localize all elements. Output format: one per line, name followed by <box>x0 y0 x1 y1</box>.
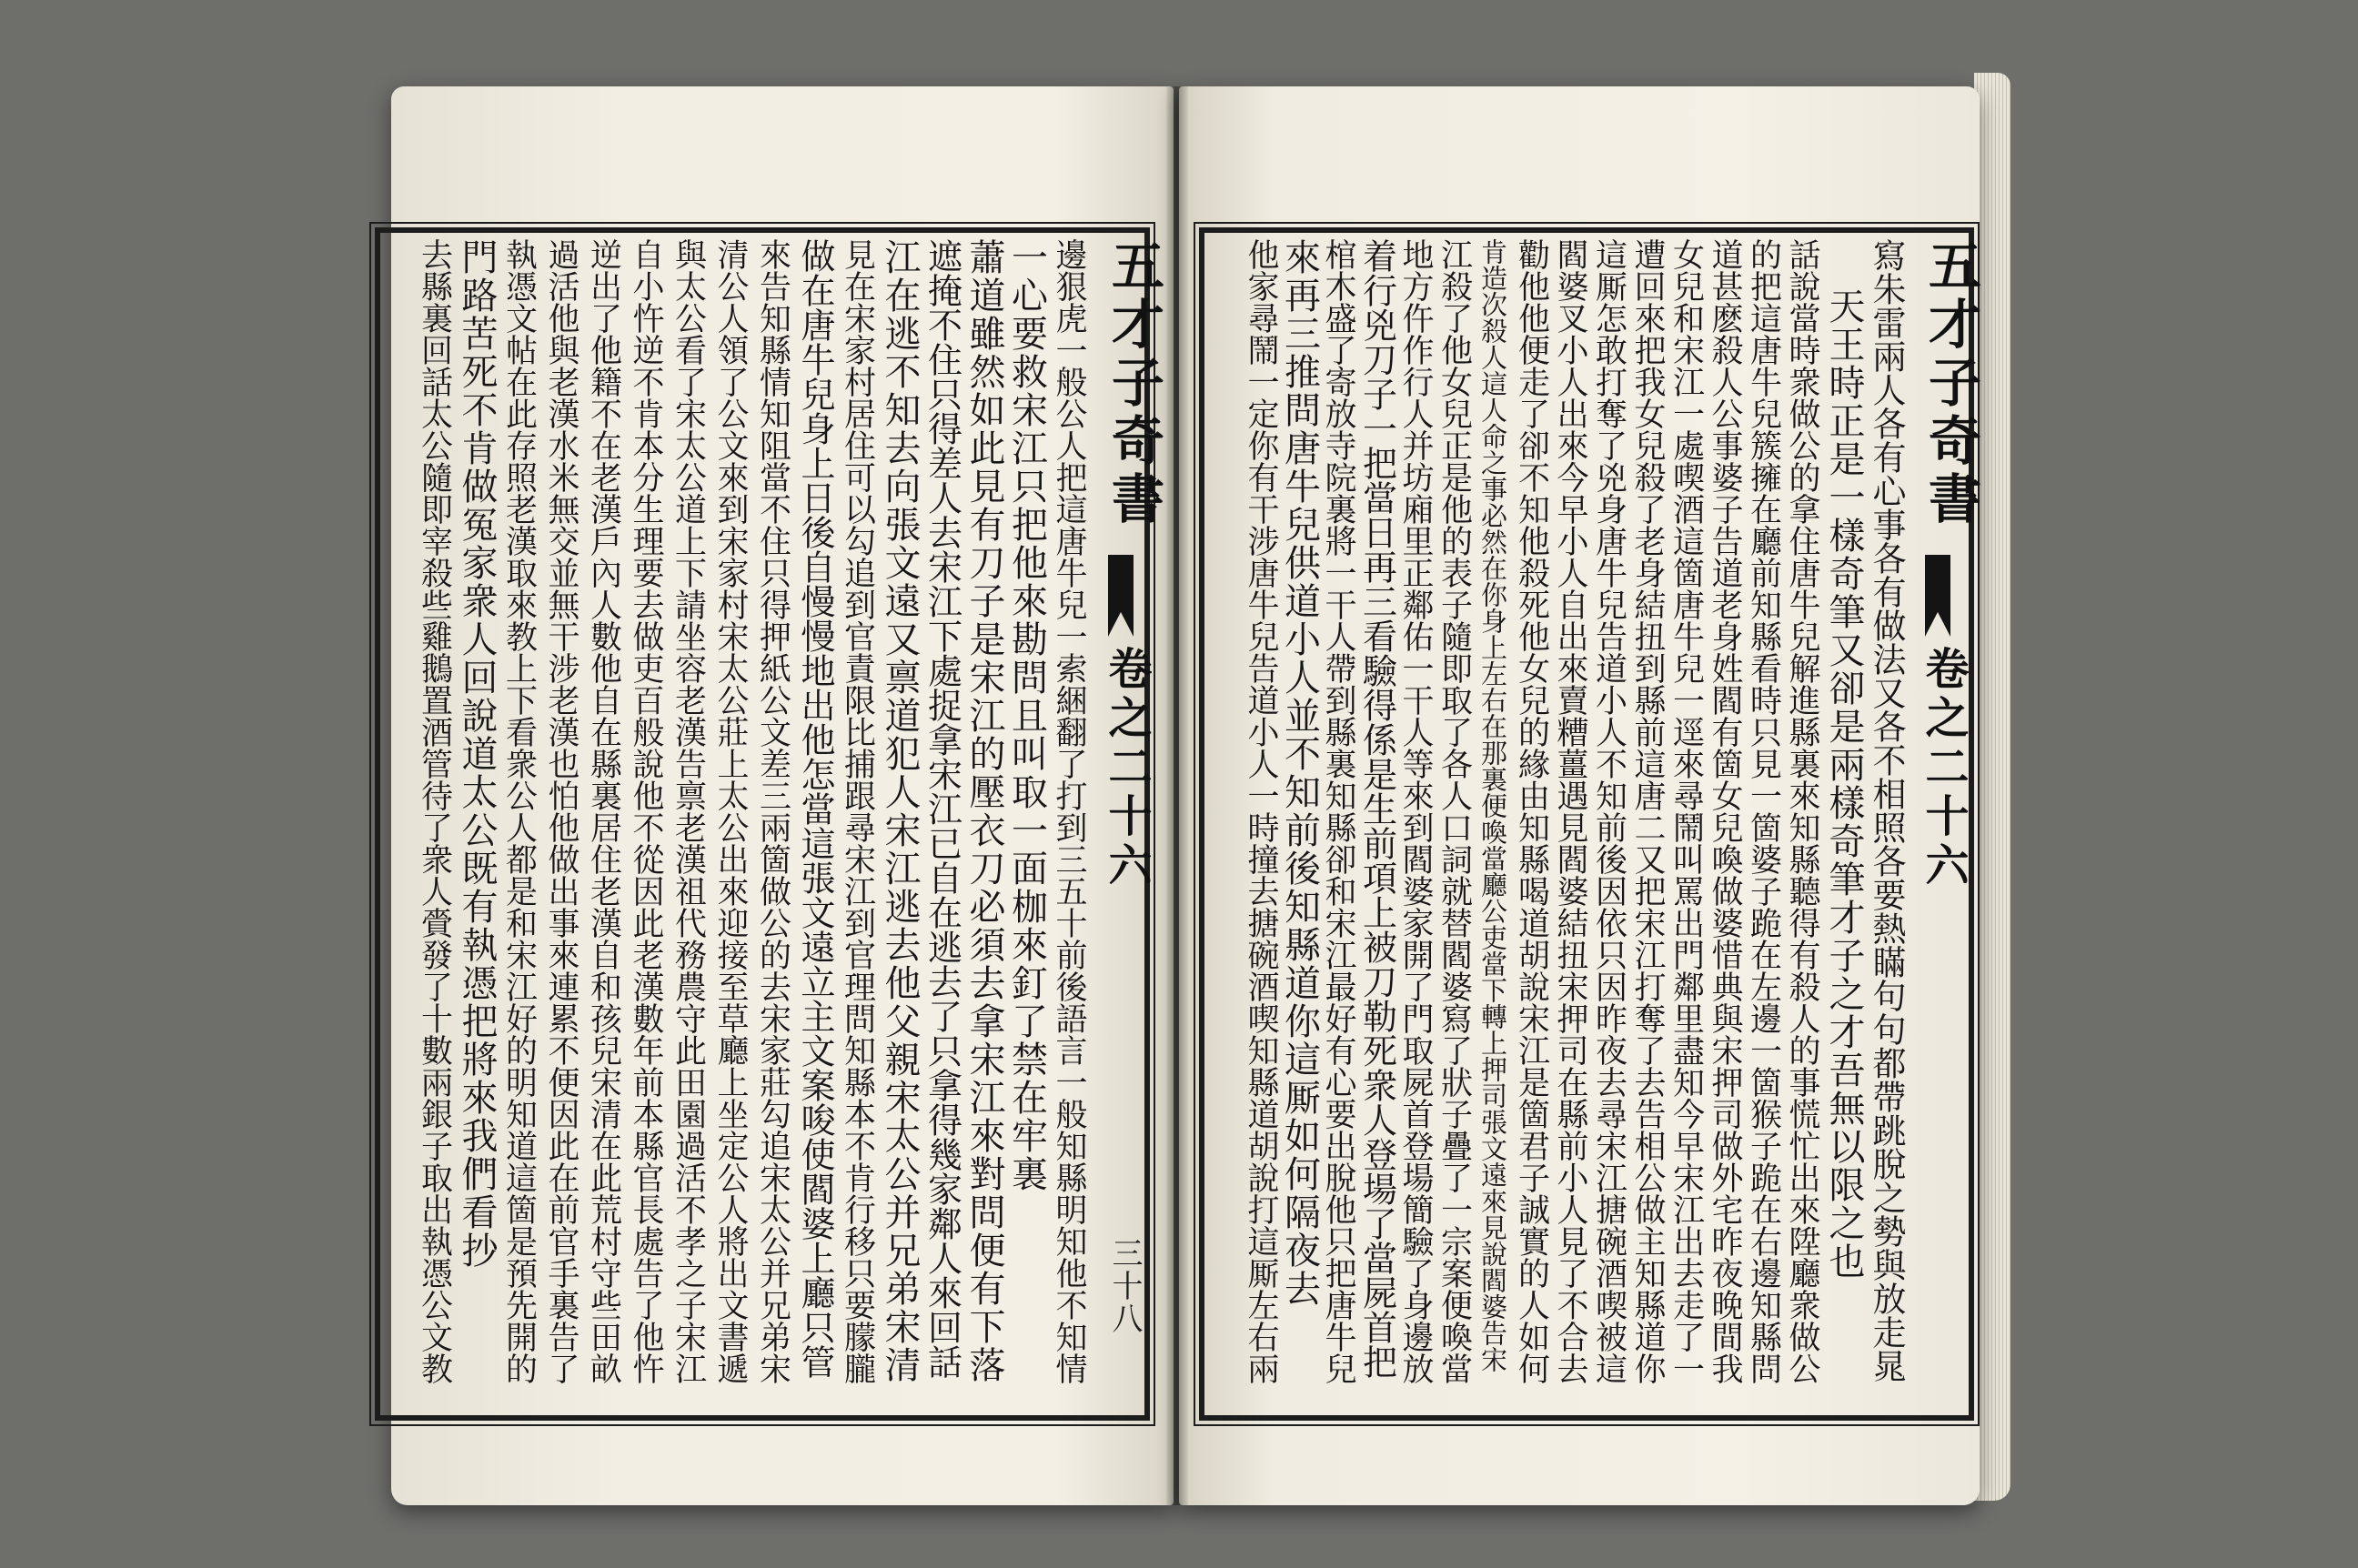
left-text-column: 過活他與老漢水米無交並無干涉老漢也怕他做出事來連累不便因此在前官手裏告了 <box>543 238 579 1384</box>
right-chapter-label: 卷之二十六 <box>1918 646 1969 891</box>
left-text-column: 門路苦死不肯做冤家衆人回說道太公既有執憑把將來我們看抄 <box>456 238 498 1270</box>
left-text-column: 蕭道雖然如此見有刀子是宋江的壓衣刀必須去拿宋江來對問便有下落 <box>963 238 1005 1384</box>
left-text-column: 執憑文帖在此存照老漢取來教上下看衆公人都是和宋江好的明知道這箇是預先開的 <box>500 238 538 1384</box>
right-text-column: 的把這唐牛兒簇擁在廳前知縣看時只見一箇婆子跪在左邊一箇猴子跪在右邊知縣問 <box>1745 238 1782 1384</box>
right-text-column: 話說當時衆做公的拿住唐牛兒解進縣裏來知縣聽得有殺人的事慌忙出來陞廳衆做公 <box>1784 238 1820 1384</box>
right-text-column: 肯造次殺人這人命之事必然在你身上左右在那裏便喚當廳公吏當下轉上押司張文遠來見說閻婆告宋 <box>1477 238 1508 1372</box>
right-text-column: 道甚麽殺人公事婆子告道老身姓閻有箇女兒喚做婆惜典與宋押司做外宅昨夜晚間我 <box>1707 238 1743 1384</box>
left-text-column: 去縣裏回話太公隨即宰殺些雞鵝置酒管待了衆人賫發了十數兩銀子取出執憑公文教 <box>416 238 453 1384</box>
right-text-column: 他家尋鬧一定你有干涉唐牛兒告道小人一時撞去搪碗酒喫知縣道胡說打這厮左右兩 <box>1243 238 1279 1384</box>
left-text-column: 清公人領了公文來到宋家村宋太公莊上太公出來迎接至草廳上坐定公人將出文書遞 <box>712 238 749 1384</box>
right-text-column: 閻婆叉小人出來今早小人自出來賣糟薑遇見閻婆結扭宋押司在縣前小人見了不合去 <box>1552 238 1588 1384</box>
left-text-column: 自小忤逆不肯本分生理要去做吏百般說他不從因此老漢數年前本縣官長處告了他忤 <box>628 238 664 1384</box>
right-text-column: 遭回來把我女兒殺了老身結扭到縣前這唐二又把宋江打奪了去告相公做主知縣道你 <box>1629 238 1666 1384</box>
right-text-column: 地方仵作行人并坊廂里正鄰佑一干人等來到閻婆家開了門取屍首登場簡驗了身邊放 <box>1397 238 1434 1384</box>
left-text-column: 來告知縣情知阻當不住只得押紙公文差三兩箇做公的去宋家莊勾追宋太公并兄弟宋 <box>754 238 791 1384</box>
right-text-column: 江殺了他女兒正是他的表子隨即取了各人口詞就替閻婆寫了狀子疊了一宗案便喚當 <box>1436 238 1473 1384</box>
right-text-column: 女兒和宋江一處喫酒這箇唐牛兒一逕來尋鬧叫罵出門鄰里盡知今早宋江出去走了一 <box>1668 238 1705 1384</box>
left-chapter-label: 卷之二十六 <box>1101 646 1152 891</box>
left-text-column: 遮掩不住只得差人去宋江下處捉拿宋江已自在逃去了只拿得幾家鄰人來回話 <box>922 238 962 1379</box>
right-text-column: 着行兇刀子一把當日再三看驗得係是生前項上被刀勒死衆人登場了當屍首把 <box>1356 238 1397 1379</box>
right-commentary-column: 寫朱雷兩人各有心事各有做法又各不相照各要熱瞞句句都帶跳脫之勢與放走晁 <box>1867 238 1906 1382</box>
right-text-column: 來再三推問唐牛兒供道小人並不知前後知縣道你這厮如何隔夜去 <box>1278 238 1321 1308</box>
left-text-column: 逆出了他籍不在老漢戶內人數他自在縣裏居住老漢自和孩兒宋清在此荒村守些田畝 <box>585 238 622 1384</box>
right-text-column: 棺木盛了寄放寺院裏將一干人帶到縣裏知縣卻和宋江最好有心要出脫他只把唐牛兒 <box>1320 238 1356 1384</box>
left-text-column: 江在逃不知去向張文遠又禀道犯人宋江逃去他父親宋太公并兄弟宋清 <box>879 238 921 1384</box>
left-text-column: 做在唐牛兒身上日後自慢慢地出他怎當這張文遠立主文案唆使閻婆上廳只管 <box>795 238 835 1379</box>
left-text-column: 一心要救宋江只把他來勘問且叫取一面枷來釘了禁在牢裏 <box>1005 238 1048 1193</box>
right-spine-title: 五才子奇書 <box>1920 238 1981 529</box>
right-text-column: 這厮怎敢打奪了兇身唐牛兒告道小人不知前後因依只因昨夜去尋宋江搪碗酒喫被這 <box>1590 238 1627 1384</box>
left-text-column: 見在宋家村居住可以勾追到官責限比捕跟尋宋江到官理問知縣本不肯行移只要朦朧 <box>839 238 876 1384</box>
left-text-column: 邊狠虎一般公人把這唐牛兒一索綑翻了打到三五十前後語言一般知縣明知他不知情 <box>1051 238 1087 1384</box>
right-commentary-column: 天王時正是一樣奇筆又卻是兩樣奇筆才子之才吾無以限之也 <box>1823 287 1865 1281</box>
right-text-column: 勸他他便走了卻不知他殺死他女兒的緣由知縣喝道胡說宋江是箇君子誠實的人如何 <box>1513 238 1550 1384</box>
left-text-column: 與太公看了宋太公道上下請坐容老漢告禀老漢祖代務農守此田園過活不孝之子宋江 <box>670 238 707 1384</box>
left-folio: 三十八 <box>1106 1237 1143 1335</box>
left-spine-title: 五才子奇書 <box>1103 238 1164 529</box>
